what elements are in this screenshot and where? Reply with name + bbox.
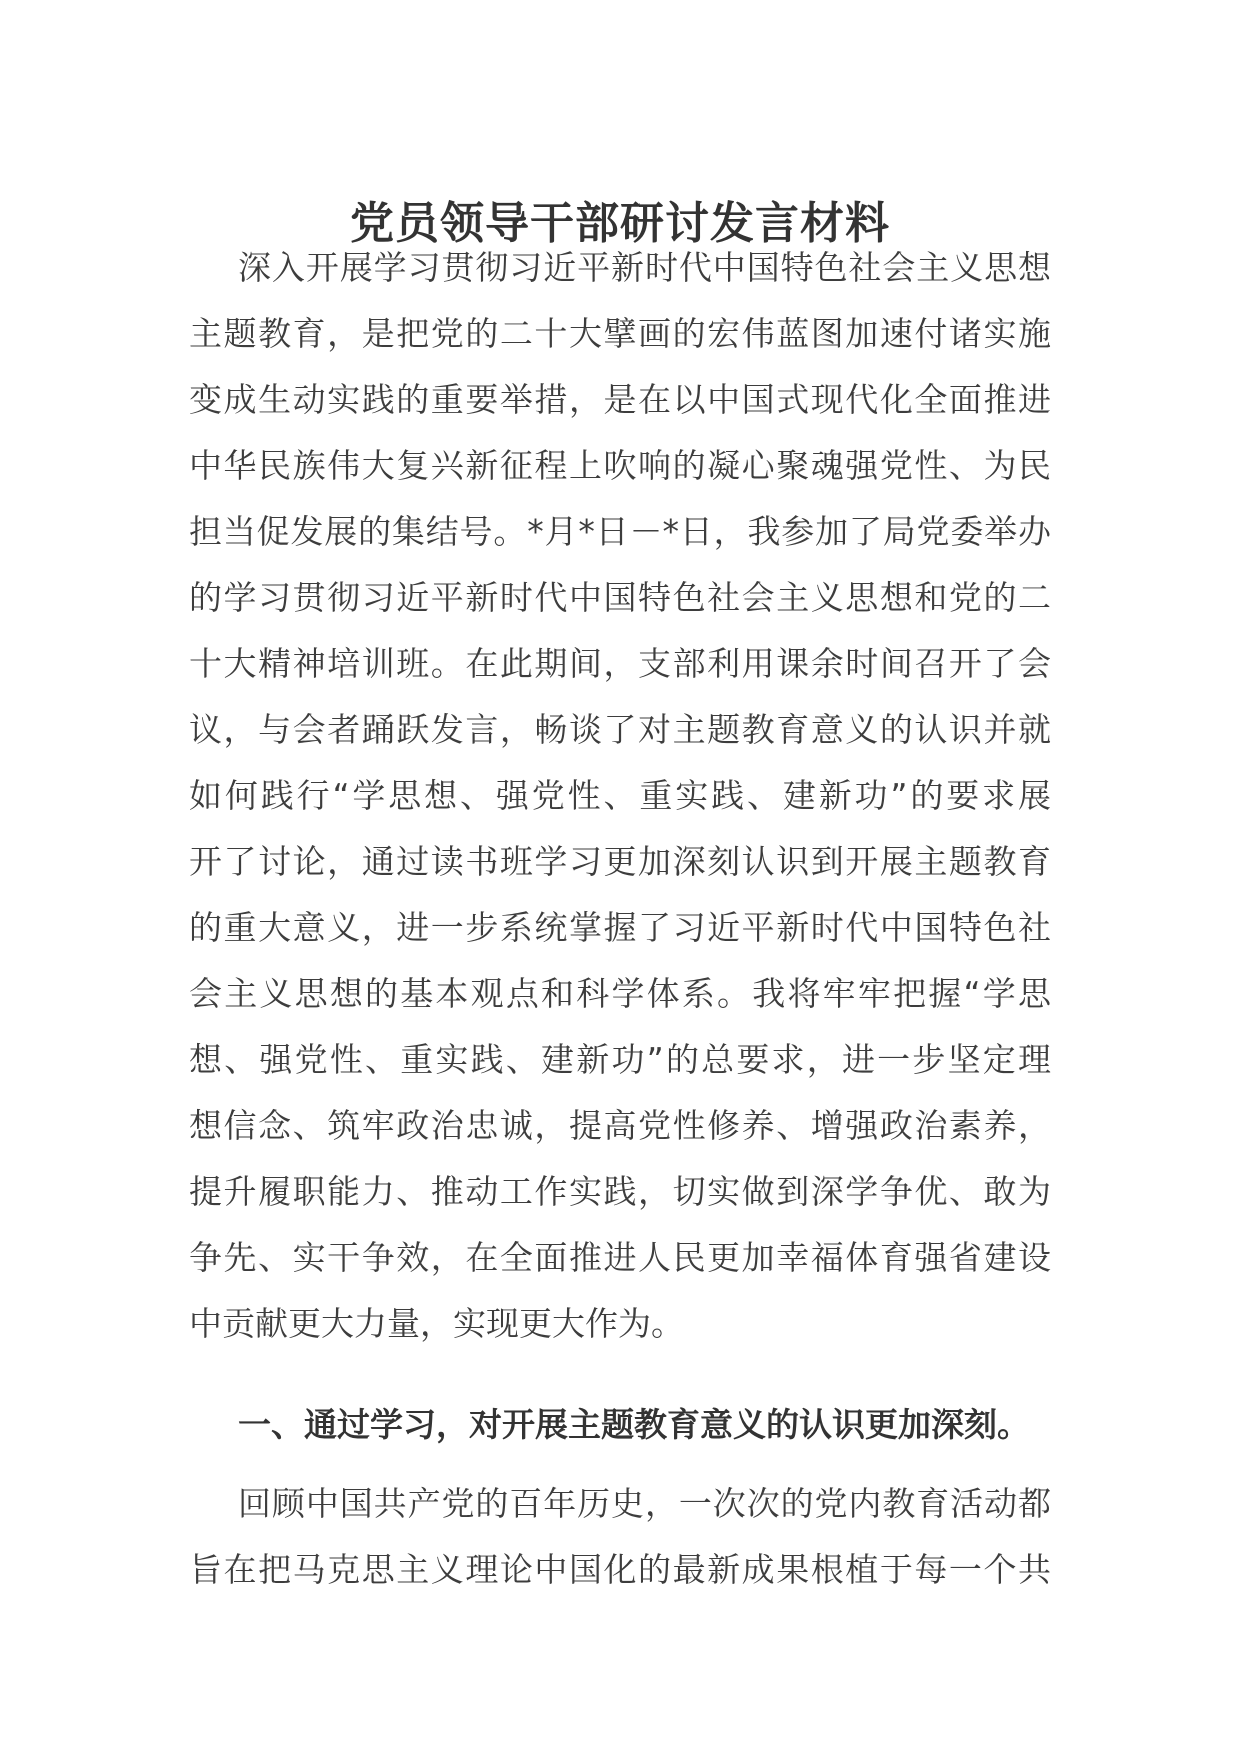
paragraph-line: 回顾中国共产党的百年历史，一次次的党内教育活动都 bbox=[238, 1484, 1051, 1523]
paragraph-line: 的学习贯彻习近平新时代中国特色社会主义思想和党的二 bbox=[189, 578, 1051, 617]
paragraph-line: 旨在把马克思主义理论中国化的最新成果根植于每一个共 bbox=[189, 1550, 1051, 1589]
paragraph-line: 十大精神培训班。在此期间，支部利用课余时间召开了会 bbox=[189, 644, 1051, 683]
paragraph-line: 中贡献更大力量，实现更大作为。 bbox=[189, 1304, 684, 1343]
paragraph-line: 提升履职能力、推动工作实践，切实做到深学争优、敢为 bbox=[189, 1172, 1051, 1211]
paragraph-line: 想信念、筑牢政治忠诚，提高党性修养、增强政治素养， bbox=[189, 1106, 1051, 1145]
paragraph-line: 想、强党性、重实践、建新功”的总要求，进一步坚定理 bbox=[189, 1040, 1051, 1079]
paragraph-line: 会主义思想的基本观点和科学体系。我将牢牢把握“学思 bbox=[189, 974, 1051, 1013]
paragraph-line: 深入开展学习贯彻习近平新时代中国特色社会主义思想 bbox=[238, 248, 1051, 287]
paragraph-line: 中华民族伟大复兴新征程上吹响的凝心聚魂强党性、为民 bbox=[189, 446, 1051, 485]
paragraph-line: 如何践行“学思想、强党性、重实践、建新功”的要求展 bbox=[189, 776, 1051, 815]
paragraph-line: 的重大意义，进一步系统掌握了习近平新时代中国特色社 bbox=[189, 908, 1051, 947]
paragraph-line: 争先、实干争效，在全面推进人民更加幸福体育强省建设 bbox=[189, 1238, 1051, 1277]
paragraph-line: 主题教育，是把党的二十大擘画的宏伟蓝图加速付诸实施 bbox=[189, 314, 1051, 353]
paragraph-line: 议，与会者踊跃发言，畅谈了对主题教育意义的认识并就 bbox=[189, 710, 1051, 749]
document-title: 党员领导干部研讨发言材料 bbox=[350, 198, 890, 249]
paragraph-line: 变成生动实践的重要举措，是在以中国式现代化全面推进 bbox=[189, 380, 1051, 419]
paragraph-line: 开了讨论，通过读书班学习更加深刻认识到开展主题教育 bbox=[189, 842, 1051, 881]
paragraph-line: 担当促发展的集结号。*月*日－*日，我参加了局党委举办 bbox=[189, 512, 1051, 551]
section-heading: 一、通过学习，对开展主题教育意义的认识更加深刻。 bbox=[238, 1405, 1030, 1444]
